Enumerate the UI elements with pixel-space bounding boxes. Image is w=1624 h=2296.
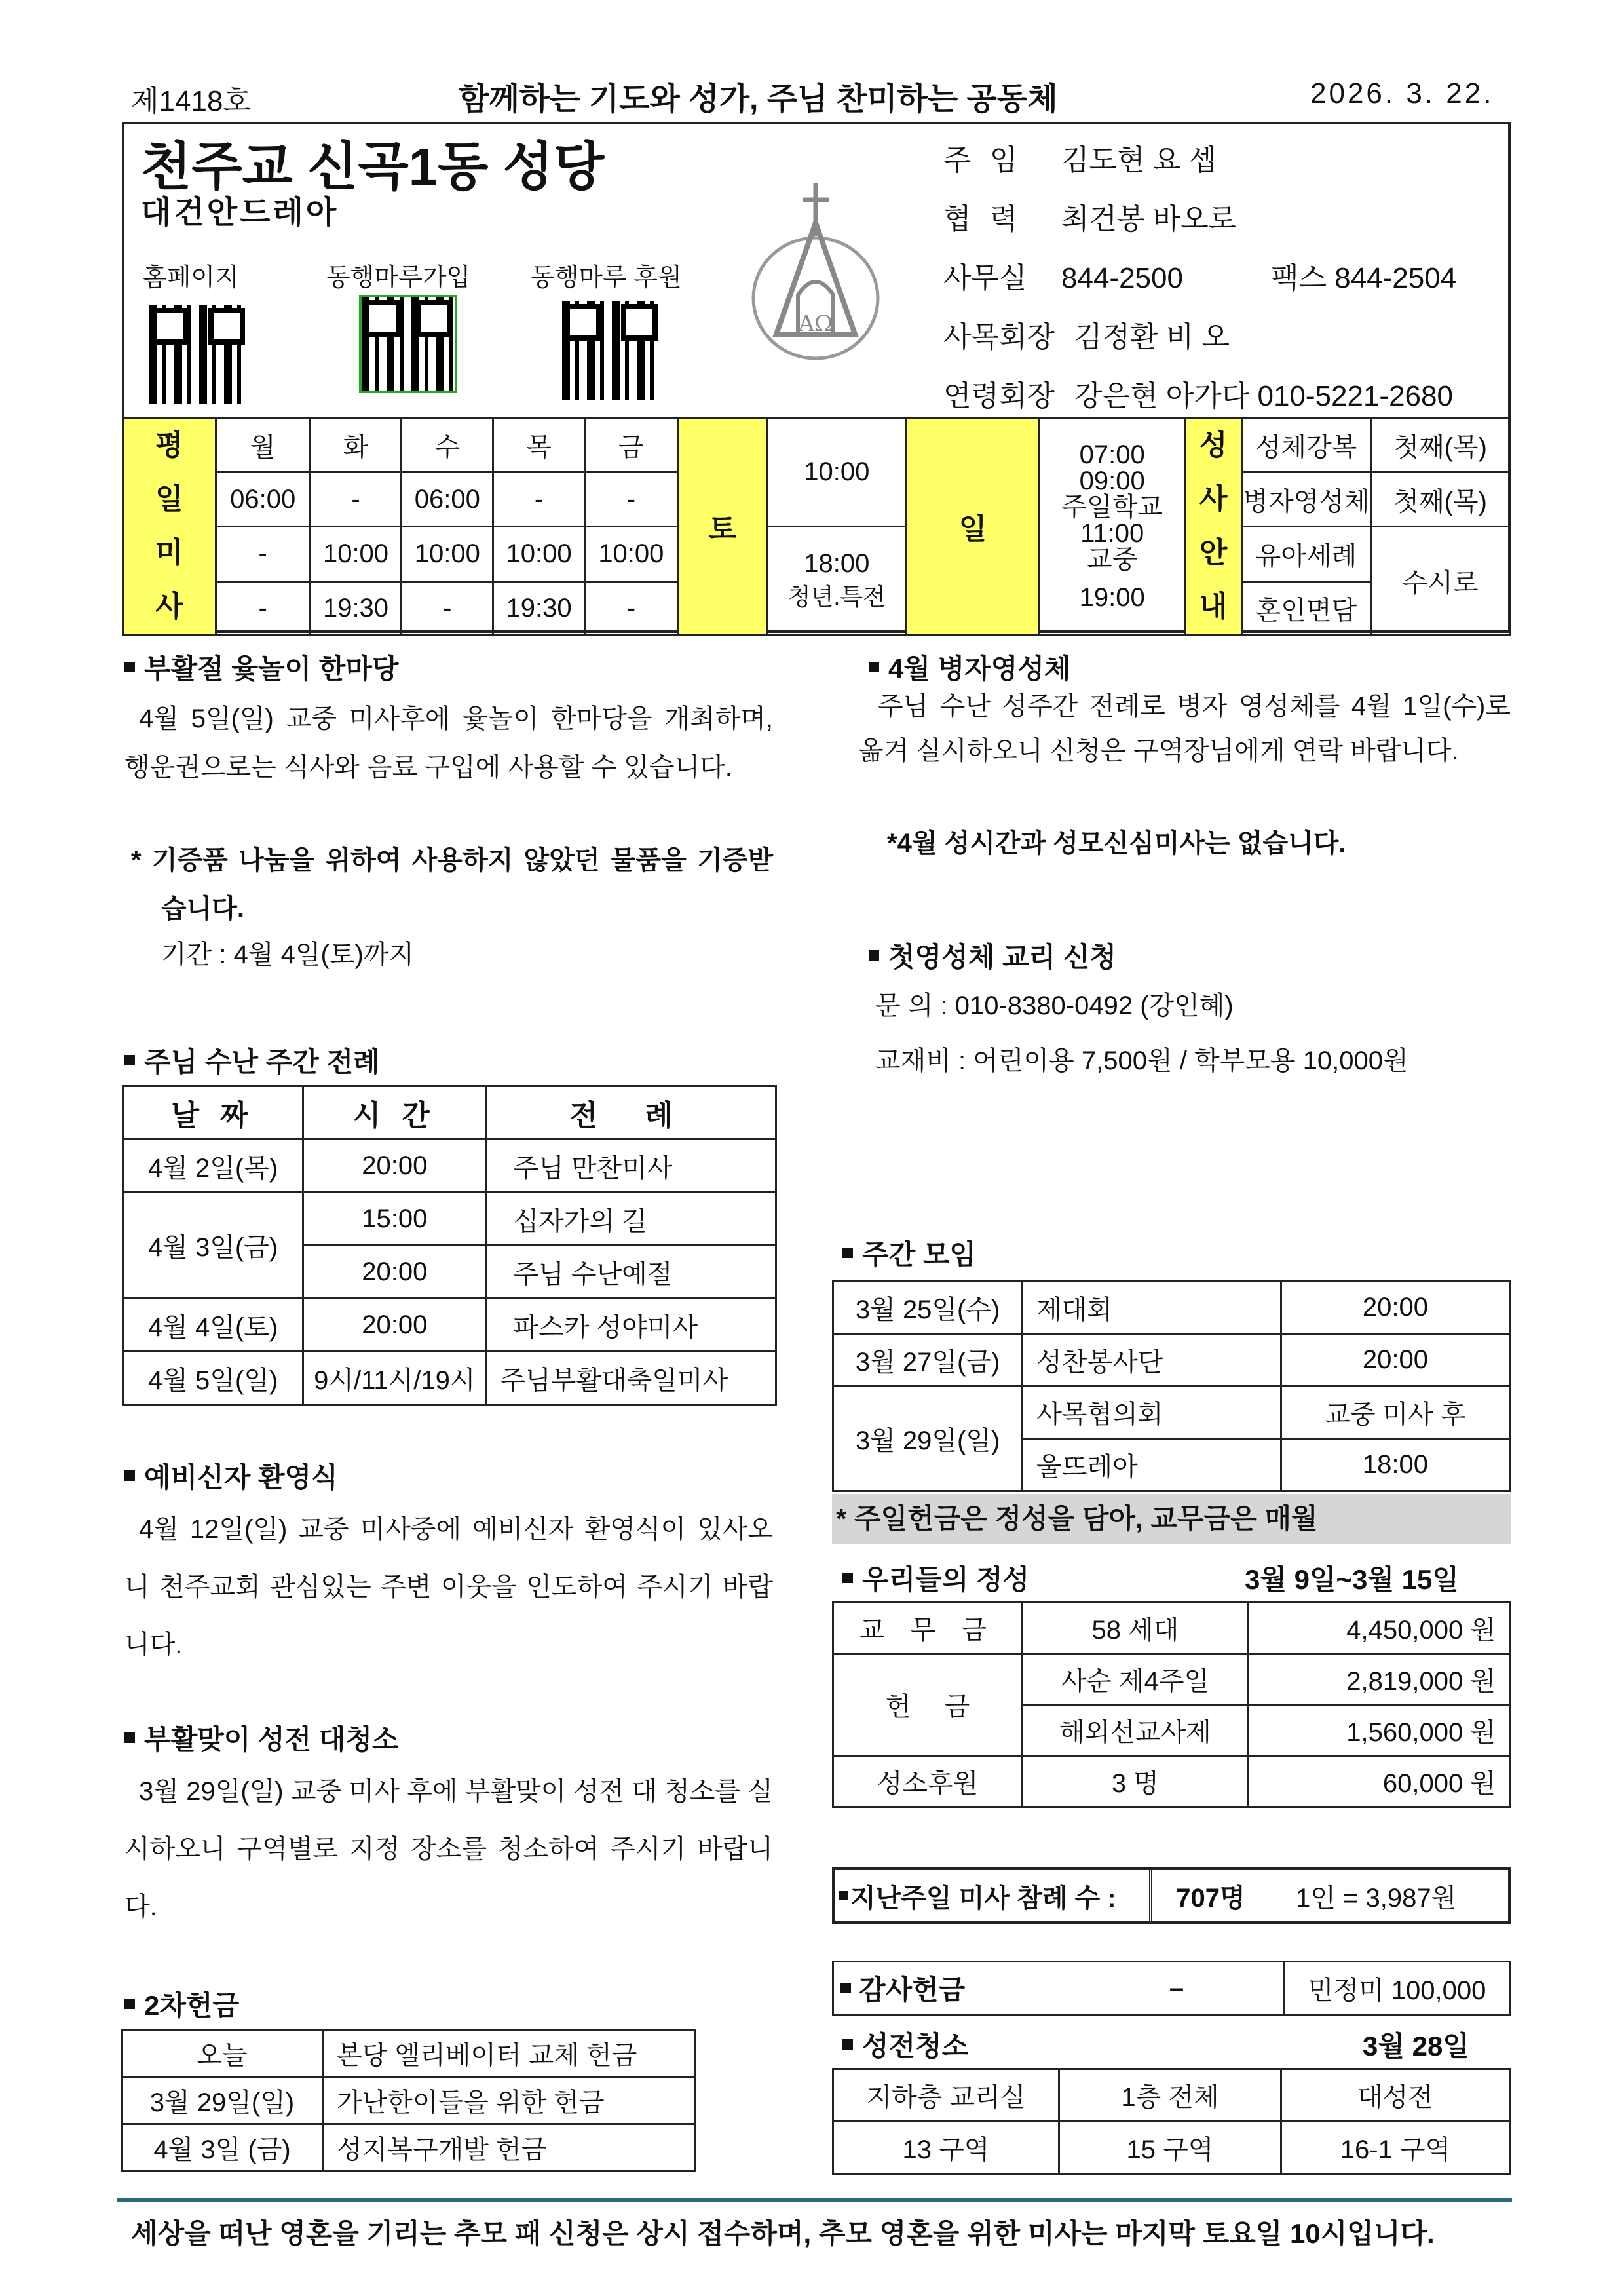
weekday-label: 평 일 미 사 — [123, 418, 216, 635]
staff-funeral: 연령회장 강은현 아가다 010-5221-2680 — [943, 367, 1456, 426]
staff-pastor: 주 임 김도현 요 셉 — [943, 131, 1456, 190]
mass-cell: 10:00 — [493, 527, 585, 582]
saturday-label: 토 — [677, 418, 767, 635]
parish-name: 천주교 신곡1동 성당 — [141, 138, 605, 196]
liturgy-time: 20:00 — [303, 1299, 486, 1352]
qr-code-join[interactable] — [359, 295, 457, 393]
day-fri: 금 — [584, 418, 677, 472]
section-title: 성전청소 — [842, 2025, 968, 2064]
contrib-type: 성소후원 — [833, 1756, 1023, 1807]
weekly-meeting-table — [832, 1280, 1511, 1492]
parish-patron: 대건안드레아 — [141, 195, 339, 230]
day-thu: 목 — [493, 418, 585, 472]
issue-date: 2026. 3. 22. — [1310, 77, 1494, 109]
cleaning-district: 16-1 구역 — [1281, 2122, 1509, 2174]
sac-name: 혼인면담 — [1241, 582, 1371, 635]
contrib-detail: 해외선교사제 — [1023, 1705, 1249, 1756]
qr-label-join: 동행마루가입 — [326, 264, 471, 292]
liturgy-date: 4월 5일(일) — [123, 1352, 303, 1405]
contrib-detail: 사순 제4주일 — [1023, 1654, 1249, 1705]
collection-purpose: 성지복구개발 헌금 — [323, 2124, 695, 2172]
catechumen-body: 4월 12일(일) 교중 미사중에 예비신자 환영식이 있사오니 천주교회 관심있는 주변 이웃을 인도하여 주시기 바랍니다. — [124, 1515, 773, 1659]
contrib-type: 헌 금 — [833, 1654, 1023, 1756]
staff-list — [943, 131, 1456, 426]
contrib-detail: 3 명 — [1023, 1756, 1249, 1807]
communion-fee: 교재비 : 어린이용 7,500원 / 학부모용 10,000원 — [875, 1046, 1408, 1075]
contrib-amount: 4,450,000 원 — [1248, 1603, 1509, 1654]
offering-banner: * 주일헌금은 정성을 담아, 교무금은 매월 — [832, 1494, 1511, 1544]
sacrament-label: 성 사 안 내 — [1185, 418, 1241, 635]
meeting-group: 성찬봉사단 — [1023, 1334, 1281, 1387]
contrib-amount: 60,000 원 — [1248, 1756, 1509, 1807]
mass-cell: - — [493, 472, 585, 527]
staff-council: 사목회장 김정환 비 오 — [943, 308, 1456, 367]
saturday-time-2: 18:00 청년.특전 — [767, 527, 907, 635]
contrib-amount: 1,560,000 원 — [1248, 1705, 1509, 1756]
staff-assistant: 협 력 최건봉 바오로 — [943, 190, 1456, 249]
sac-name: 병자영성체 — [1241, 472, 1371, 527]
staff-role: 연령회장 — [943, 380, 1055, 412]
liturgy-name: 십자가의 길 — [486, 1193, 776, 1246]
mass-cell: 10:00 — [584, 527, 677, 582]
liturgy-name: 주님부활대축일미사 — [486, 1352, 776, 1405]
yut-period: 기간 : 4월 4일(토)까지 — [161, 940, 415, 969]
meeting-time: 20:00 — [1281, 1334, 1509, 1387]
collection-purpose: 본당 엘리베이터 교체 헌금 — [323, 2030, 695, 2077]
cleaning-area: 1층 전체 — [1059, 2069, 1281, 2122]
meeting-group: 제대회 — [1023, 1282, 1281, 1334]
section-title: 주님 수난 주간 전례 — [124, 1041, 380, 1080]
saturday-time-1: 10:00 — [767, 418, 907, 527]
liturgy-name: 주님 수난예절 — [486, 1246, 776, 1299]
day-tue: 화 — [310, 418, 402, 472]
collection-date: 오늘 — [122, 2030, 323, 2077]
staff-role: 협 력 — [943, 203, 1023, 235]
cleaning-body: 3월 29일(일) 교중 미사 후에 부활맞이 성전 대 청소를 실시하오니 구역별로 지정 장소를 청소하여 주시기 바랍니다. — [124, 1777, 773, 1921]
mass-cell: - — [216, 527, 310, 582]
col-head: 전 례 — [486, 1086, 776, 1139]
qr-code-homepage[interactable] — [149, 305, 248, 404]
sunday-label: 일 — [907, 418, 1040, 635]
sac-time: 첫째(목) — [1371, 418, 1510, 472]
qr-code-support[interactable] — [562, 301, 660, 400]
contrib-amount: 2,819,000 원 — [1248, 1654, 1509, 1705]
collection-date: 4월 3일 (금) — [122, 2124, 323, 2172]
mass-cell: - — [402, 582, 493, 635]
mass-schedule-table — [122, 417, 1511, 636]
liturgy-name: 주님 만찬미사 — [486, 1139, 776, 1193]
attendance-count: 707명 — [1176, 1883, 1245, 1913]
mass-cell: 10:00 — [402, 527, 493, 582]
qr-label-support: 동행마루 후원 — [531, 264, 682, 292]
mass-cell: 10:00 — [310, 527, 402, 582]
liturgy-date: 4월 2일(목) — [123, 1139, 303, 1193]
contrib-detail: 58 세대 — [1023, 1603, 1249, 1654]
section-title: 4월 병자영성체 — [869, 647, 1070, 687]
second-collection-table — [121, 2029, 696, 2172]
staff-office: 사무실 844-2500 팩스 844-2504 — [943, 249, 1456, 308]
cleaning-date: 3월 28일 — [1363, 2031, 1469, 2061]
attendance-per: 1인 = 3,987원 — [1296, 1883, 1457, 1913]
cleaning-district: 15 구역 — [1059, 2122, 1281, 2174]
cleaning-area: 지하층 교리실 — [833, 2069, 1059, 2122]
attendance-label: 지난주일 미사 참례 수 : — [835, 1870, 1152, 1921]
mass-cell: 19:30 — [310, 582, 402, 635]
slogan: 함께하는 기도와 성가, 주님 찬미하는 공동체 — [459, 82, 1058, 117]
meeting-time: 20:00 — [1281, 1282, 1509, 1334]
sac-name: 성체강복 — [1241, 418, 1371, 472]
sac-time: 첫째(목) — [1371, 472, 1510, 527]
section-title: 부활절 윷놀이 한마당 — [124, 647, 399, 687]
holy-week-table — [122, 1085, 777, 1406]
staff-role: 사무실 — [943, 262, 1027, 294]
liturgy-date: 4월 3일(금) — [123, 1193, 303, 1299]
mass-cell: - — [584, 472, 677, 527]
section-title: 첫영성체 교리 신청 — [869, 936, 1116, 975]
attendance-box — [832, 1867, 1511, 1924]
yut-body: 4월 5일(일) 교중 미사후에 윷놀이 한마당을 개최하며, 행운권으로는 식사와 음료 구입에 사용할 수 있습니다. — [124, 704, 773, 782]
mass-cell: - — [310, 472, 402, 527]
sunday-times: 07:00 09:00 주일학교 11:00 교중 19:00 — [1039, 418, 1185, 635]
thanks-mid: – — [1169, 1973, 1184, 2002]
meeting-time: 교중 미사 후 — [1281, 1387, 1509, 1439]
section-title: 우리들의 정성 — [842, 1558, 1029, 1598]
mass-cell: - — [584, 582, 677, 635]
communion-contact: 문 의 : 010-8380-0492 (강인혜) — [875, 991, 1234, 1020]
qr-label-home: 홈페이지 — [143, 264, 239, 292]
liturgy-date: 4월 4일(토) — [123, 1299, 303, 1352]
cleaning-area: 대성전 — [1281, 2069, 1509, 2122]
contribution-period: 3월 9일~3월 15일 — [1245, 1564, 1459, 1595]
liturgy-time: 9시/11시/19시 — [303, 1352, 486, 1405]
thanks-label: 감사헌금 — [834, 1968, 1070, 2008]
thanks-value: 민정미 100,000 — [1283, 1962, 1509, 2014]
sac-time: 수시로 — [1371, 527, 1510, 635]
mass-cell: 19:30 — [493, 582, 585, 635]
col-head: 날 짜 — [123, 1086, 303, 1139]
liturgy-time: 15:00 — [303, 1193, 486, 1246]
meeting-group: 사목협의회 — [1023, 1387, 1281, 1439]
col-head: 시 간 — [303, 1086, 486, 1139]
meeting-group: 울뜨레아 — [1023, 1439, 1281, 1491]
sac-name: 유아세례 — [1241, 527, 1371, 582]
meeting-date: 3월 27일(금) — [833, 1334, 1023, 1387]
section-title: 부활맞이 성전 대청소 — [124, 1718, 399, 1757]
liturgy-time: 20:00 — [303, 1139, 486, 1193]
mass-cell: - — [216, 582, 310, 635]
contrib-type: 교 무 금 — [833, 1603, 1023, 1654]
day-mon: 월 — [216, 418, 310, 472]
contribution-table — [832, 1601, 1511, 1808]
thanks-offering-box — [832, 1961, 1511, 2016]
collection-date: 3월 29일(일) — [122, 2077, 323, 2124]
collection-purpose: 가난한이들을 위한 헌금 — [323, 2077, 695, 2124]
yut-note: * 기증품 나눔을 위하여 사용하지 않았던 물품을 기증받습니다. — [131, 846, 773, 923]
sick-communion-note: *4월 성시간과 성모신심미사는 없습니다. — [887, 829, 1346, 858]
church-logo-icon — [747, 177, 884, 367]
footer-rule — [117, 2198, 1512, 2202]
meeting-time: 18:00 — [1281, 1439, 1509, 1491]
church-cleaning-table — [832, 2068, 1511, 2175]
liturgy-time: 20:00 — [303, 1246, 486, 1299]
section-title: 주간 모임 — [842, 1233, 976, 1272]
sick-communion-body: 주님 수난 성주간 전례로 병자 영성체를 4월 1일(수)로 옮겨 실시하오니 신청은 구역장님에게 연락 바랍니다. — [858, 692, 1511, 765]
section-title: 2차헌금 — [124, 1984, 239, 2023]
footer-notice: 세상을 떠난 영혼을 기리는 추모 패 신청은 상시 접수하며, 추모 영혼을 위한 미사는 마지막 토요일 10시입니다. — [131, 2218, 1435, 2249]
mass-cell: 06:00 — [216, 472, 310, 527]
staff-role: 주 임 — [943, 144, 1023, 176]
mass-cell: 06:00 — [402, 472, 493, 527]
svg-text:AΩ: AΩ — [798, 311, 833, 337]
staff-role: 사목회장 — [943, 321, 1055, 353]
meeting-date: 3월 25일(수) — [833, 1282, 1023, 1334]
day-wed: 수 — [402, 418, 493, 472]
issue-number: 제1418호 — [131, 85, 251, 117]
meeting-date: 3월 29일(일) — [833, 1387, 1023, 1491]
section-title: 예비신자 환영식 — [124, 1456, 338, 1495]
cleaning-district: 13 구역 — [833, 2122, 1059, 2174]
liturgy-name: 파스카 성야미사 — [486, 1299, 776, 1352]
